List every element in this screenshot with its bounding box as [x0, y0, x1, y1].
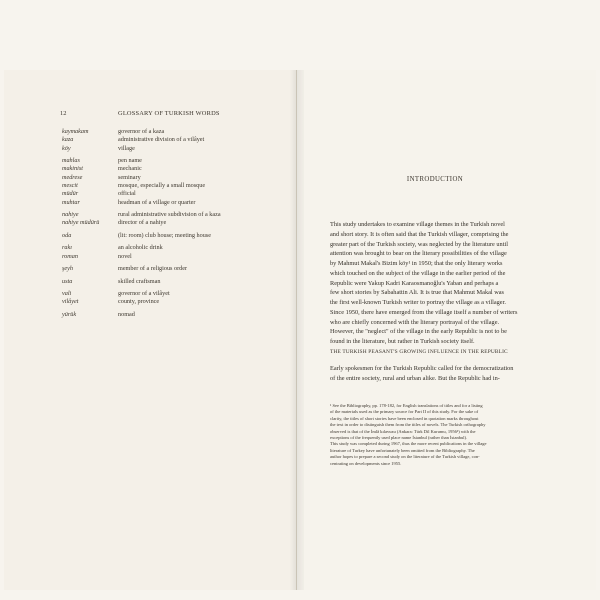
glossary-term: oda	[62, 231, 72, 239]
paragraph-line: Since 1950, there have emerged from the village itself a number of writers	[330, 308, 518, 316]
footnote-line: observed is that of the İmlâ kılavuzu (Ankara: Türk Dil Kurumu, 1956³) with the	[330, 428, 476, 434]
book-gutter	[290, 70, 304, 590]
paragraph-line: found in the literature, but rather in Turkish society itself.	[330, 338, 475, 345]
running-head-title: GLOSSARY OF TURKISH WORDS	[118, 110, 220, 117]
glossary-term: nahiye	[62, 211, 79, 219]
glossary-entry	[62, 211, 282, 219]
paragraph-line: Early spokesmen for the Turkish Republic called for the democratization	[330, 365, 514, 372]
glossary-term: medrese	[62, 173, 83, 181]
glossary-entry	[62, 157, 282, 165]
glossary-term: yürük	[62, 310, 77, 318]
glossary-definition: mechanic	[118, 165, 142, 173]
glossary-entry	[62, 232, 282, 240]
glossary-entry	[62, 165, 282, 173]
paragraph-line: by Mahmut Makal's Bizim köy¹ in 1950; that the only literary works	[330, 260, 503, 267]
glossary-term: kaza	[62, 136, 74, 144]
introduction-heading: INTRODUCTION	[406, 176, 464, 183]
glossary-entry	[62, 136, 282, 144]
glossary-term: muhtar	[62, 198, 80, 206]
glossary-group	[62, 265, 282, 273]
glossary-entry	[62, 182, 282, 190]
glossary-entry	[62, 244, 282, 252]
glossary-group	[62, 278, 282, 286]
glossary-term: rakı	[62, 244, 72, 252]
glossary-group	[62, 157, 282, 207]
glossary-entry	[62, 278, 282, 286]
glossary-definition: skilled craftsman	[118, 277, 161, 285]
glossary-term: kaymakam	[62, 128, 89, 135]
glossary-definition: director of a nahiye	[118, 219, 167, 227]
glossary-term: makinist	[62, 165, 83, 173]
glossary-definition: seminary	[118, 173, 141, 181]
glossary-entry	[62, 128, 282, 136]
glossary-group	[62, 290, 282, 307]
footnote-line: clarity, the titles of short stories have been enclosed in quotation marks throughout	[330, 415, 479, 421]
glossary-definition: an alcoholic drink	[118, 244, 163, 252]
glossary-definition: nomad	[118, 310, 135, 318]
paragraph-line: who are chiefly concerned with the literary portrayal of the village.	[330, 318, 500, 326]
glossary-definition: mosque, especially a small mosque	[118, 181, 206, 189]
paragraph-line: This study undertakes to examine village themes in the Turkish novel	[330, 221, 505, 228]
glossary-group	[62, 128, 282, 153]
glossary-definition: village	[118, 144, 135, 152]
paragraph-line: However, the "neglect" of the village in the early Republic is not to be	[330, 328, 507, 336]
paragraph-line: of the entire society, rural and urban alike. But the Republic had in-	[330, 374, 500, 382]
glossary-entry	[62, 253, 282, 261]
glossary-entry	[62, 298, 282, 306]
footnote-line: ¹ See the Bibliography, pp. 178-182, for English translations of titles and for a listing	[330, 403, 483, 408]
glossary-group	[62, 244, 282, 261]
glossary-entry	[62, 174, 282, 182]
glossary-term: şeyh	[62, 265, 73, 273]
glossary-definition: county, province	[118, 298, 160, 306]
glossary-term: müdür	[62, 190, 79, 198]
glossary-group	[62, 232, 282, 240]
paragraph-line: greater part of the Turkish society, was neglected by the literature until	[330, 240, 508, 248]
running-head	[60, 110, 290, 117]
paragraph-line: which touched on the subject of the village in the earlier period of the	[330, 269, 506, 277]
glossary-entry	[62, 190, 282, 198]
footnote-line: author hopes to prepare a second study on the literature of the Turkish village, con-	[330, 454, 480, 460]
glossary-definition: member of a religious order	[118, 265, 188, 273]
footnote-line: exceptions of the frequently used place name İstanbul (rather than İstanbul).	[330, 435, 468, 441]
glossary-definition: official	[118, 190, 136, 198]
page-number: 12	[60, 110, 67, 117]
glossary-definition: novel	[118, 252, 132, 260]
glossary-entry	[62, 290, 282, 298]
glossary-term: köy	[62, 144, 71, 152]
glossary-definition: pen name	[118, 157, 142, 165]
paragraph-line: and short story. It is often said that the Turkish villager, comprising the	[330, 230, 509, 238]
glossary-definition: administrative division of a vilâyet	[118, 136, 205, 144]
paragraph-line: the first well-known Turkish writer to portray the village as a villager.	[330, 299, 506, 306]
glossary-definition: rural administrative subdivision of a kaza	[118, 211, 221, 219]
glossary-term: mescit	[62, 181, 78, 189]
glossary-definition: (lit: room) club house; meeting house	[118, 231, 211, 239]
footnote-line: This study was completed during 1967, thus the more recent publications in the village	[330, 441, 487, 447]
section-heading: THE TURKISH PEASANT'S GROWING INFLUENCE IN THE REPUBLIC	[330, 349, 508, 355]
glossary-entry	[62, 145, 282, 153]
glossary-list	[62, 128, 282, 323]
glossary-entry	[62, 265, 282, 273]
glossary-entry	[62, 219, 282, 227]
footnote-line: literature of Turkey have unfortunately been omitted from the Bibliography. The	[330, 447, 475, 453]
glossary-term: usta	[62, 277, 73, 285]
section-paragraph	[330, 364, 540, 384]
glossary-term: roman	[62, 252, 78, 260]
glossary-term: vali	[62, 290, 72, 298]
glossary-entry	[62, 199, 282, 207]
footnote-line: centrating on developments since 1955.	[330, 460, 402, 466]
footnote	[330, 403, 542, 467]
paragraph-line: attention was brought to bear on the literary possibilities of the village	[330, 250, 507, 258]
footnote-line: of the materials used as the primary source for Part II of this study. For the sake of	[330, 409, 479, 415]
introduction-paragraph	[330, 220, 540, 347]
glossary-term: nahiye müdürü	[62, 219, 100, 227]
glossary-definition: headman of a village or quarter	[118, 198, 196, 206]
glossary-term: vilâyet	[62, 298, 79, 306]
glossary-term: mahlas	[62, 157, 80, 165]
glossary-group	[62, 211, 282, 228]
glossary-definition: governor of a vilâyet	[118, 290, 170, 298]
glossary-entry	[62, 311, 282, 319]
footnote-line: the text in order to distinguish them from the titles of novels. The Turkish orthography	[330, 422, 486, 428]
glossary-group	[62, 311, 282, 319]
paragraph-line: few short stories by Sabahattin Ali. It is true that Mahmut Makal was	[330, 289, 505, 297]
paragraph-line: Republic were Yakup Kadri Karaosmanoğlu's Yaban and perhaps a	[330, 279, 499, 287]
glossary-definition: governor of a kaza	[118, 128, 165, 135]
